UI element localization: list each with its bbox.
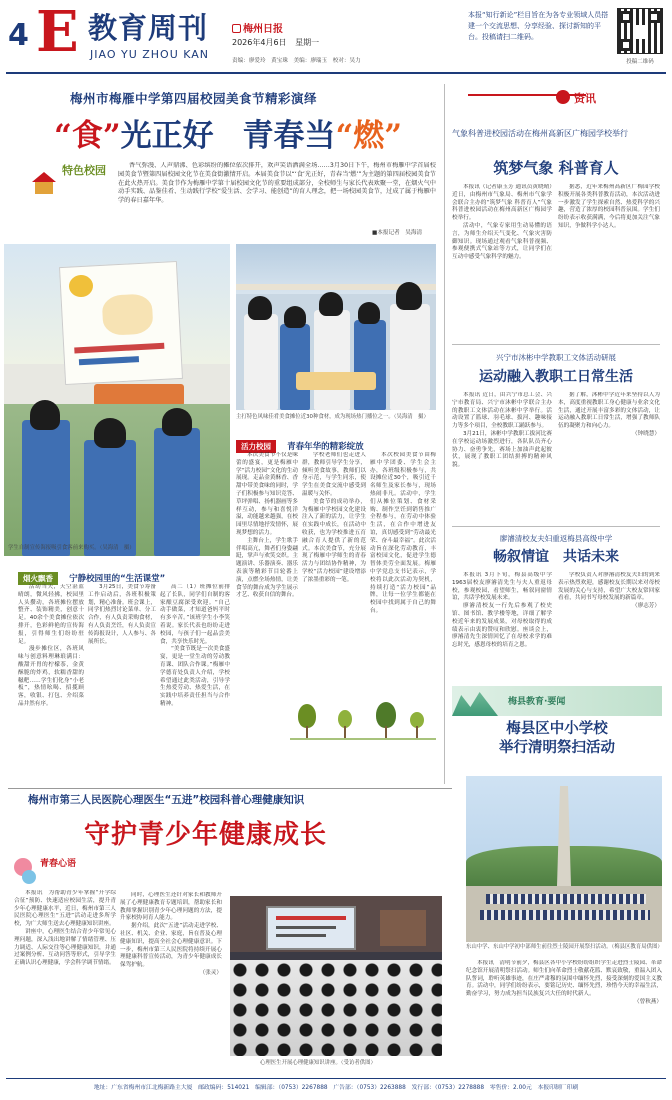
photo-memorial bbox=[466, 776, 662, 942]
hospital-author: （张灵） bbox=[199, 969, 222, 976]
page-number: 4 bbox=[8, 18, 29, 53]
hospital-badge-text: 青春心语 bbox=[40, 859, 77, 869]
column-divider bbox=[444, 84, 445, 784]
news2-author: （钟晓慧） bbox=[632, 430, 660, 437]
footer-text: 地址：广东省梅州市江北梅新路主大厦 邮政编码：514021 编辑部：（0753）2267888 广告部：（0753）2263888 发行部：（0753）2278888 零售价：2.00元 本报印制厂印刷 bbox=[93, 1085, 579, 1091]
hospital-badge bbox=[14, 854, 94, 888]
weekday: 星期一 bbox=[295, 38, 320, 47]
photo-memorial-caption: 东山中学、东山中学初中部师生前往烈士陵园开展祭扫活动。（梅县区教育局供图） bbox=[466, 944, 663, 950]
section1-header bbox=[236, 434, 436, 452]
hospital-col2: 同时，心理医生还针对家长和教师开展了心理健康教育专题培训，帮助家长和教师掌握识别青少年心理问题的方法，提升家校协同育人能力。 据介绍，此次“五进”活动走进学校、社区、机关、企业、家庭，旨在普及心理健康知识，提高全社会心理健康意识。下一步，梅州市第三人民医院将持续开展心理健康科普宣传活动，为青少年健康成长保驾护航。 （张灵） bbox=[120, 892, 222, 976]
section2-header bbox=[18, 566, 230, 584]
news1-col2: 据悉，近年来梅州高新区广梅园学校积极开展各类科普教育活动，本次活动进一步激发了学生探索自然、热爱科学的兴趣，营造了浓厚的校园科普氛围。学生们纷纷表示收获满满，今后将更加关注气象知识，争做科学小达人。 bbox=[558, 184, 660, 229]
meixian-banner bbox=[452, 686, 662, 716]
news3-title: 畅叙情谊 共话未来 bbox=[493, 549, 619, 565]
editors: 责编：廖爱玲 黄宝珠 美编：廖瑞玉 校对：吴力 bbox=[232, 58, 361, 64]
headline-part2: 光正好 bbox=[120, 118, 214, 154]
photo-poster-caption: 学生自制宣传海报吸引食客前来购买。（吴海清 摄） bbox=[8, 545, 135, 551]
photo-students-caption: 主打特色风味佳肴美食摊位近30种食材，成为现场热门播位之一。（吴海清 摄） bbox=[236, 414, 429, 420]
news3-author: （廖志芳） bbox=[632, 603, 660, 610]
meixian-author: （曾秋燕） bbox=[634, 998, 662, 1005]
masthead bbox=[0, 0, 672, 78]
zixun-icon bbox=[556, 90, 570, 104]
lead-kicker: 梅州市梅雁中学第四届校园美食节精彩演绎 bbox=[70, 91, 318, 106]
news2-col2: 据了解，沐彬中学近年来坚持以人为本，高度重视教职工身心健康与业余文化生活，通过开展丰富多彩的文体活动，让运动融入教职工日常生活，增强了教师队伍的凝聚力和向心力。 （钟晓慧） bbox=[558, 392, 660, 437]
section2-title: 宁静校园里的“生活课堂” bbox=[69, 574, 166, 584]
projector-screen bbox=[266, 906, 356, 950]
section-letter: E bbox=[36, 0, 79, 65]
news1-kicker: 气象科普进校园活动在梅州高新区广梅园学校举行 bbox=[452, 129, 628, 138]
section-pinyin: JIAO YU ZHOU KAN bbox=[90, 48, 210, 61]
date: 2026年4月6日 bbox=[232, 38, 287, 47]
meixian-title: 梅县区中小学校 举行清明祭扫活动 bbox=[499, 721, 615, 756]
zixun-header bbox=[468, 90, 658, 112]
meixian-header: 梅县教育·要闻 bbox=[508, 697, 566, 707]
hospital-col1: 本报讯 为帮助青少年掌握“开学综合征”预防、快速适应校园生活，提升青少年心理健康水平，近日，梅州市第三人民医院心理医生“五进”活动走进多所学校，为广大师生送去心理健康知识讲座。 讲座中，心理医生结合青少年常见心理问题，深入浅出地讲解了情绪管理、压力调适、人际交往等心理健康知识，并通过案例分析、互动问答等形式，引导学生正确认识心理健康，学会科学调节情绪。 bbox=[14, 890, 116, 967]
feature-badge bbox=[30, 160, 110, 196]
qr-label: 投稿二维码 bbox=[626, 59, 654, 65]
section2-label: 烟火飘香 bbox=[18, 572, 58, 585]
footer-rule bbox=[6, 1078, 666, 1079]
house-icon bbox=[32, 172, 56, 182]
news2-kicker: 兴宁市沐彬中学教职工文体活动研展 bbox=[496, 353, 616, 362]
paper-logo bbox=[232, 20, 283, 35]
section2-col2: 3月25日，美食节筹备工作启动后，各班积极策划，精心准备。班会课上，同学们热烈讨论菜单、分工合作，有人负责采购食材，有人负责烹饪，有人负责宣传海报设计，人人参与、各展所长。 bbox=[88, 584, 156, 645]
issue-date bbox=[232, 37, 319, 48]
photo-poster bbox=[4, 244, 230, 556]
hospital-headline: 守护青少年健康成长 bbox=[84, 820, 328, 850]
hospital-kicker: 梅州市第三人民医院心理医生“五进”校园科普心理健康知识 bbox=[28, 794, 305, 806]
news2-col1: 本报讯 近日，由兴宁市总工会、兴宁市教育局、兴宁市沐彬中学联合主办的教职工文体活动在沐彬中学举行。活动设置了篮球、羽毛球、拔河、趣味接力等多个项目，全校教职工踊跃参与。 3月21日，沐彬中学教职工拔河比赛在学校运动场激烈进行，各队队员齐心协力、奋勇争先，赛场上加油声此起彼伏，展现了教职工团结拼搏的精神风貌。 bbox=[452, 392, 552, 469]
section1-col3: 本次校园美食节由梅雁中学团委、学生会主办，各班级积极参与，共设摊位近30个，吸引近千名师生及家长参与，现场热闹非凡。活动中，学生们从摊位策划、食材采购、制作烹饪到销售推广全程参与，在劳动中体验生活，在合作中增进友谊，真切感受到“劳动最光荣、奋斗最幸福”。此次活动旨在深化劳动教育，丰富校园文化，促进学生德智体美劳全面发展。梅雁中学党总支书记表示，学校将以此次活动为契机，持续打造“活力校园”品牌，让每一位学生都能在校园中找到属于自己的舞台。 bbox=[370, 452, 436, 614]
news3-kicker: 廖濬清校友夫妇重返梅县高级中学 bbox=[499, 534, 613, 543]
tree-decoration bbox=[290, 700, 436, 744]
paper-name: 梅州日报 bbox=[243, 24, 283, 35]
submission-notice: 本报“知行新论”栏目旨在为各专业领域人员搭建一个交流思想、分享经验、探讨新知的平台。投稿请扫二维码。 bbox=[468, 11, 609, 41]
headline-shi: “食” bbox=[54, 118, 121, 154]
news1-title: 筑梦气象 科普育人 bbox=[493, 159, 619, 177]
photo-lecture-caption: 心理医生开展心理健康知识讲座。（受访者供图） bbox=[260, 1060, 376, 1066]
news1-col1: 本报讯（记者康玉芳 通讯员黄晓晴）近日，由梅州市气象局、梅州市气象学会联合主办的“筑梦气象 科普育人”气象科普进校园活动在梅州高新区广梅园学校举行。 活动中，气象专家用生动易懂的语言，为师生介绍天气变化、气象灾害防御知识。现场通过观看气象科普视频、参观便携式气象站等方式，让同学们在互动中感受气象科学的魅力。 bbox=[452, 184, 552, 261]
lead-body: 香气弥漫、人声鼎沸、色彩缤纷的摊位依次排开，欢声笑语洒满全场……3月30日下午，梅州市梅雁中学首届校园美食节暨第四届校园文化节在美食街激情开启。本届美食节以“‘食’光正好，青春当‘燃’”为主题的第四届校园美食节在此火热开启。美食节作为梅雁中学第十届校园文化节的重要组成部分，全校师生与家长代表欢聚一堂，在烟火气中动手实践、品鉴佳肴、生动践行学校“爱生活、会学习、能创造”的育人理念，把一场校园美食节，过成了属于梅雁中学的春日嘉年华。 bbox=[118, 162, 436, 205]
photo-lecture bbox=[230, 896, 442, 1056]
section1-col1: 本次美食节不仅是味蕾的盛宴，更是梅雁中学“活力校园”文化的生动展现。走品金黄酥香、香甜中带美食味的同时，学子们积极参与知识竞答、草坪弹唱、扬机器画等多样互动，参与和喜悦洋溢，动能越来越强，在校园里尽情地抒发情怀，展现梦想的活力。 主舞台上，学生歌手伴唱高亢，舞者们身姿翩跹，掌声与欢笑交织。主题演讲、乐器演奏、器乐表演等精彩节目轮番上演，点燃全场热情，让美食节的舞台成为学生展示才艺、收获自信的舞台。 bbox=[236, 452, 298, 599]
section1-title: 青春年华的精彩绽放 bbox=[287, 442, 364, 452]
lead-headline bbox=[54, 110, 402, 155]
lead-byline: ■本报记者 吴海清 bbox=[372, 230, 423, 236]
photo-students bbox=[236, 244, 436, 410]
news3-col1: 本报讯 3月下旬，梅县高级中学1963届校友廖濬清先生与夫人重返母校，参观校园，看望师生，畅叙同窗情谊，共话学校发展未来。 廖濬清校友一行先后参观了校史馆、图书馆、教学楼等地，详细了解学校近年来的发展成果，对母校取得的成绩表示由衷的赞叹和欣慰。座谈会上，廖濬清先生深情回忆了在母校求学的难忘时光，感恩母校的培育之恩。 bbox=[452, 572, 552, 649]
section1-col2: 学校老师们也走进人群，教师引导学生分享，倾听美食故事，教师们以身示范，与学生同乐，使学生在美食交流中感受到温暖与关怀。 美食节的成功举办，为梅雁中学校园文化建设注入了新的活力，让学生在实践中成长，在活动中收获，也为学校推进五育融合育人提供了新的范式。本次美食节，充分展现了梅雁中学师生的青春活力与团结协作精神，为学校“活力校园”建设增添了浓墨重彩的一笔。 bbox=[302, 452, 366, 583]
section2-col1: 活动当天，天空湛蓝晴朗，微风轻拂，校园里人头攒动，各班摊位摆放整齐、装饰精美，创意十足。40余个美食摊位依次排开，色彩鲜艳的宣传海报，引得师生们纷纷驻足。 漫步摊位区，各班风味与创意料理琳琅满目：酸甜开胃的柠檬茶，金黄酥脆的炸鸡，软糯香甜的糍粑……学生们化身“小老板”，热情吆喝、招揽顾客，收银、打包、介绍菜品井然有序。 bbox=[18, 584, 84, 707]
section-title: 教育周刊 bbox=[88, 11, 209, 45]
feature-badge-text: 特色校园 bbox=[62, 164, 106, 177]
section2-col3: 高二（1）班摊位前排起了长队，同学们自制的客家酿豆腐深受欢迎。“自己动手做菜，才知道爸妈平时有多辛苦。”该班学生小李笑着说。家长代表也纷纷走进校园，与孩子们一起品尝美食，共享快乐时光。 “美食节既是一次美食盛宴，更是一堂生动的劳动教育课、团队合作课。”梅雁中学德育处负责人介绍，学校希望通过此类活动，引导学生热爱劳动、热爱生活，在实践中培养责任担当与合作精神。 bbox=[160, 584, 230, 707]
section1-label: 活力校园 bbox=[236, 440, 276, 453]
news3-col2: 学校负责人对廖濬清校友夫妇的到来表示热烈欢迎，感谢校友长期以来对母校发展的关心与支持，希望广大校友常回家看看，共同书写母校发展的新篇章。 （廖志芳） bbox=[558, 572, 660, 610]
meixian-body: 本报讯 清明节前夕，梅县区各中小学校纷纷组织学生走进烈士陵园、革命纪念馆开展清明祭扫活动。师生们向革命烈士敬献花篮、默哀致敬，重温入团入队誓词，聆听英雄事迹，在庄严肃穆的氛围中缅怀先烈，接受深刻的爱国主义教育。活动中，同学们纷纷表示，要铭记历史、缅怀先烈，珍惜今天的幸福生活，勤奋学习，努力成为担当民族复兴大任的时代新人。 （曾秋燕） bbox=[466, 960, 662, 1005]
headline-part3: 青春当 bbox=[242, 118, 336, 154]
paper-logo-icon bbox=[232, 24, 241, 33]
zixun-label: 资讯 bbox=[574, 92, 596, 105]
headline-ran: “燃” bbox=[335, 118, 403, 154]
news2-title: 运动融入教职工日常生活 bbox=[479, 369, 633, 385]
qr-code[interactable] bbox=[617, 8, 663, 54]
masthead-rule bbox=[6, 72, 666, 74]
